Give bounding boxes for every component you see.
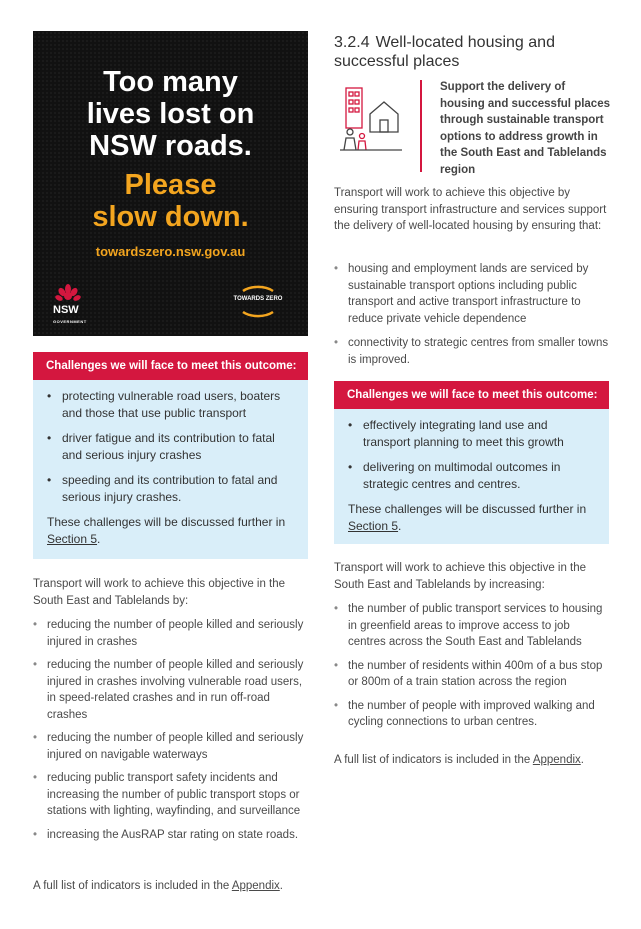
poster-url: towardszero.nsw.gov.au — [95, 244, 246, 259]
list-item: • housing and employment lands are serviced by sustainable transport options including public transport and active transport infrastructure to reduce private vehicle dependence — [334, 261, 609, 327]
appendix-link[interactable]: Appendix — [231, 880, 280, 892]
list-item: • increasing the AusRAP star rating on state roads. — [33, 827, 308, 844]
right-footer: A full list of indicators is included in the Appendix. — [334, 754, 584, 766]
list-item: • reducing public transport safety incidents and increasing the number of public transport stops or stations with lighting, wayfinding, and surveillance — [33, 770, 308, 820]
list-item: • reducing the number of people killed and seriously injured in crashes involving vulnerable road users, in speed-related crashes and in run off-road crashes — [33, 657, 308, 723]
list-item: • reducing the number of people killed and seriously injured on navigable waterways — [33, 730, 308, 763]
section-5-link[interactable]: Section 5 — [348, 518, 399, 533]
list-item: • reducing the number of people killed and seriously injured in crashes — [33, 617, 308, 650]
housing-illustration-icon — [338, 80, 410, 156]
poster-slow-down: Please slow down. — [92, 169, 249, 233]
right-indicator-list — [334, 601, 609, 731]
left-footer: A full list of indicators is included in the Appendix. — [33, 880, 283, 892]
challenges-note: These challenges will be discussed further in Section 5. — [47, 515, 286, 546]
challenges-heading: Challenges we will face to meet this outcome: — [33, 352, 308, 380]
list-item: • connectivity to strategic centres from smaller towns is improved. — [334, 335, 609, 368]
towards-zero-logo: TOWARDS ZERO — [233, 296, 283, 302]
right-challenges-box — [334, 381, 609, 544]
right-intro: Transport will work to achieve this objective by ensuring transport infrastructure and services support the delivery of well-located housing by ensuring that: — [334, 187, 607, 232]
road-safety-poster — [33, 31, 308, 336]
challenges-list — [33, 380, 308, 505]
list-item: • the number of people with improved walking and cycling connections to urban centres. — [334, 698, 609, 731]
list-item: • effectively integrating land use and transport planning to meet this growth — [348, 417, 595, 450]
left-intro: Transport will work to achieve this objective in the South East and Tablelands by: — [33, 578, 286, 607]
list-item: • protecting vulnerable road users, boaters and those that use public transport — [47, 388, 294, 421]
left-indicator-list — [33, 617, 308, 843]
challenges-note: These challenges will be discussed further in Section 5. — [348, 502, 587, 533]
list-item: • the number of public transport services to housing in greenfield areas to improve access to job centres across the South East and Tablelands — [334, 601, 609, 651]
objective-statement: Support the delivery of housing and successful places through sustainable transport options to address growth in the South East and Tablelands region — [440, 81, 610, 176]
poster-headline: Too many lives lost on NSW roads. — [86, 66, 255, 162]
right-intro-2: Transport will work to achieve this objective in the South East and Tablelands by increasing: — [334, 562, 587, 591]
list-item: • delivering on multimodal outcomes in strategic centres and centres. — [348, 459, 595, 492]
left-challenges-box — [33, 352, 308, 559]
list-item: • the number of residents within 400m of a bus stop or 800m of a train station across the region — [334, 658, 609, 691]
objective-divider — [420, 80, 422, 172]
appendix-link[interactable]: Appendix — [532, 754, 581, 766]
nsw-government-logo: NSW GOVERNMENT — [53, 304, 87, 324]
section-5-link[interactable]: Section 5 — [47, 531, 98, 546]
challenges-list — [334, 409, 609, 492]
challenges-heading: Challenges we will face to meet this outcome: — [334, 381, 609, 409]
list-item: • speeding and its contribution to fatal and serious injury crashes. — [47, 472, 294, 505]
section-title: 3.2.4 Well-located housing and successful places — [334, 34, 555, 70]
right-ensure-list — [334, 261, 609, 368]
list-item: • driver fatigue and its contribution to fatal and serious injury crashes — [47, 430, 294, 463]
